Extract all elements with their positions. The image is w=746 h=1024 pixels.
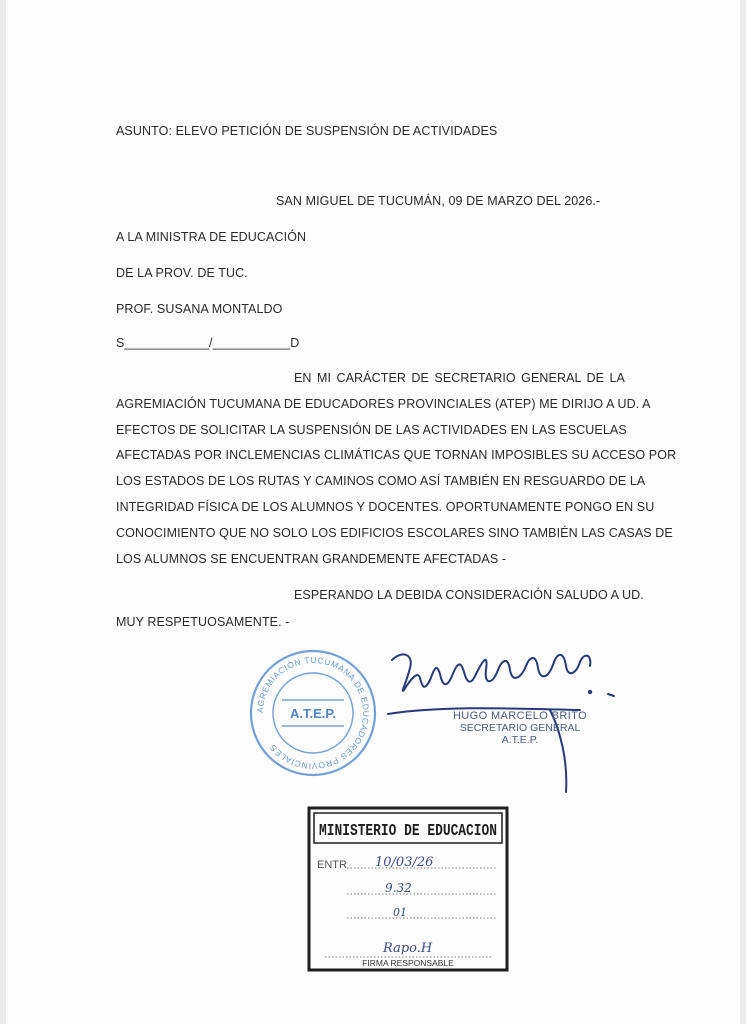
place-date: SAN MIGUEL DE TUCUMÁN, 09 DE MARZO DEL 2026.-: [276, 194, 601, 208]
stamp-ring-text: AGREMIACIÓN TUCUMANA DE EDUCADORES PROVINCIALES: [254, 654, 372, 772]
body-line: EFECTOS DE SOLICITAR LA SUSPENSIÓN DE LAS ACTIVIDADES EN LAS ESCUELAS: [116, 422, 627, 437]
recipient-line-2: DE LA PROV. DE TUC.: [116, 266, 248, 280]
stamp-row3-value: 01: [393, 906, 407, 919]
closing-line-2: MUY RESPETUOSAMENTE. -: [116, 615, 290, 629]
body-line: LOS ALUMNOS SE ENCUENTRAN GRANDEMENTE AFECTADAS -: [116, 551, 507, 566]
body-paragraph: [116, 366, 677, 572]
atep-round-stamp: [248, 648, 378, 778]
subject-line: ASUNTO: ELEVO PETICIÓN DE SUSPENSIÓN DE ACTIVIDADES: [116, 124, 498, 138]
stamp-responsible-signature: Rapo.H: [383, 941, 433, 956]
salutation-line: S____________/___________D: [116, 336, 300, 350]
body-line: AFECTADAS POR INCLEMENCIAS CLIMÁTICAS QUE TORNAN IMPOSIBLES SU ACCESO POR: [116, 448, 677, 463]
stamp-center-text: A.T.E.P.: [289, 706, 337, 721]
signer-title: SECRETARIO GENERAL: [459, 722, 581, 734]
stamp-row2-value: 9.32: [385, 881, 412, 895]
recipient-line-1: A LA MINISTRA DE EDUCACIÓN: [116, 230, 307, 244]
ministry-reception-stamp: [307, 806, 509, 972]
ministry-stamp-title: MINISTERIO DE EDUCACION: [319, 822, 497, 841]
stamp-row1-label: ENTR: [317, 859, 347, 871]
body-line: LOS ESTADOS DE LOS RUTAS Y CAMINOS COMO ASÍ TAMBIÉN EN RESGUARDO DE LA: [116, 474, 646, 489]
stamp-footer: FIRMA RESPONSABLE: [362, 958, 454, 968]
signature-block: [440, 710, 600, 746]
recipient-line-3: PROF. SUSANA MONTALDO: [116, 302, 283, 316]
body-line: AGREMIACIÓN TUCUMANA DE EDUCADORES PROVINCIALES (ATEP) ME DIRIJO A UD. A: [116, 396, 651, 411]
closing-line-1: ESPERANDO LA DEBIDA CONSIDERACIÓN SALUDO A UD.: [294, 588, 644, 602]
stamp-row1-value: 10/03/26: [375, 855, 434, 870]
body-line: INTEGRIDAD FÍSICA DE LOS ALUMNOS Y DOCENTES. OPORTUNAMENTE PONGO EN SU: [116, 499, 655, 514]
body-line: EN MI CARÁCTER DE SECRETARIO GENERAL DE LA: [294, 371, 625, 385]
signer-name: HUGO MARCELO BRITO: [452, 710, 588, 722]
signer-org: A.T.E.P.: [501, 734, 539, 746]
body-line: CONOCIMIENTO QUE NO SOLO LOS EDIFICIOS ESCOLARES SINO TAMBIÉN LAS CASAS DE: [116, 525, 673, 540]
